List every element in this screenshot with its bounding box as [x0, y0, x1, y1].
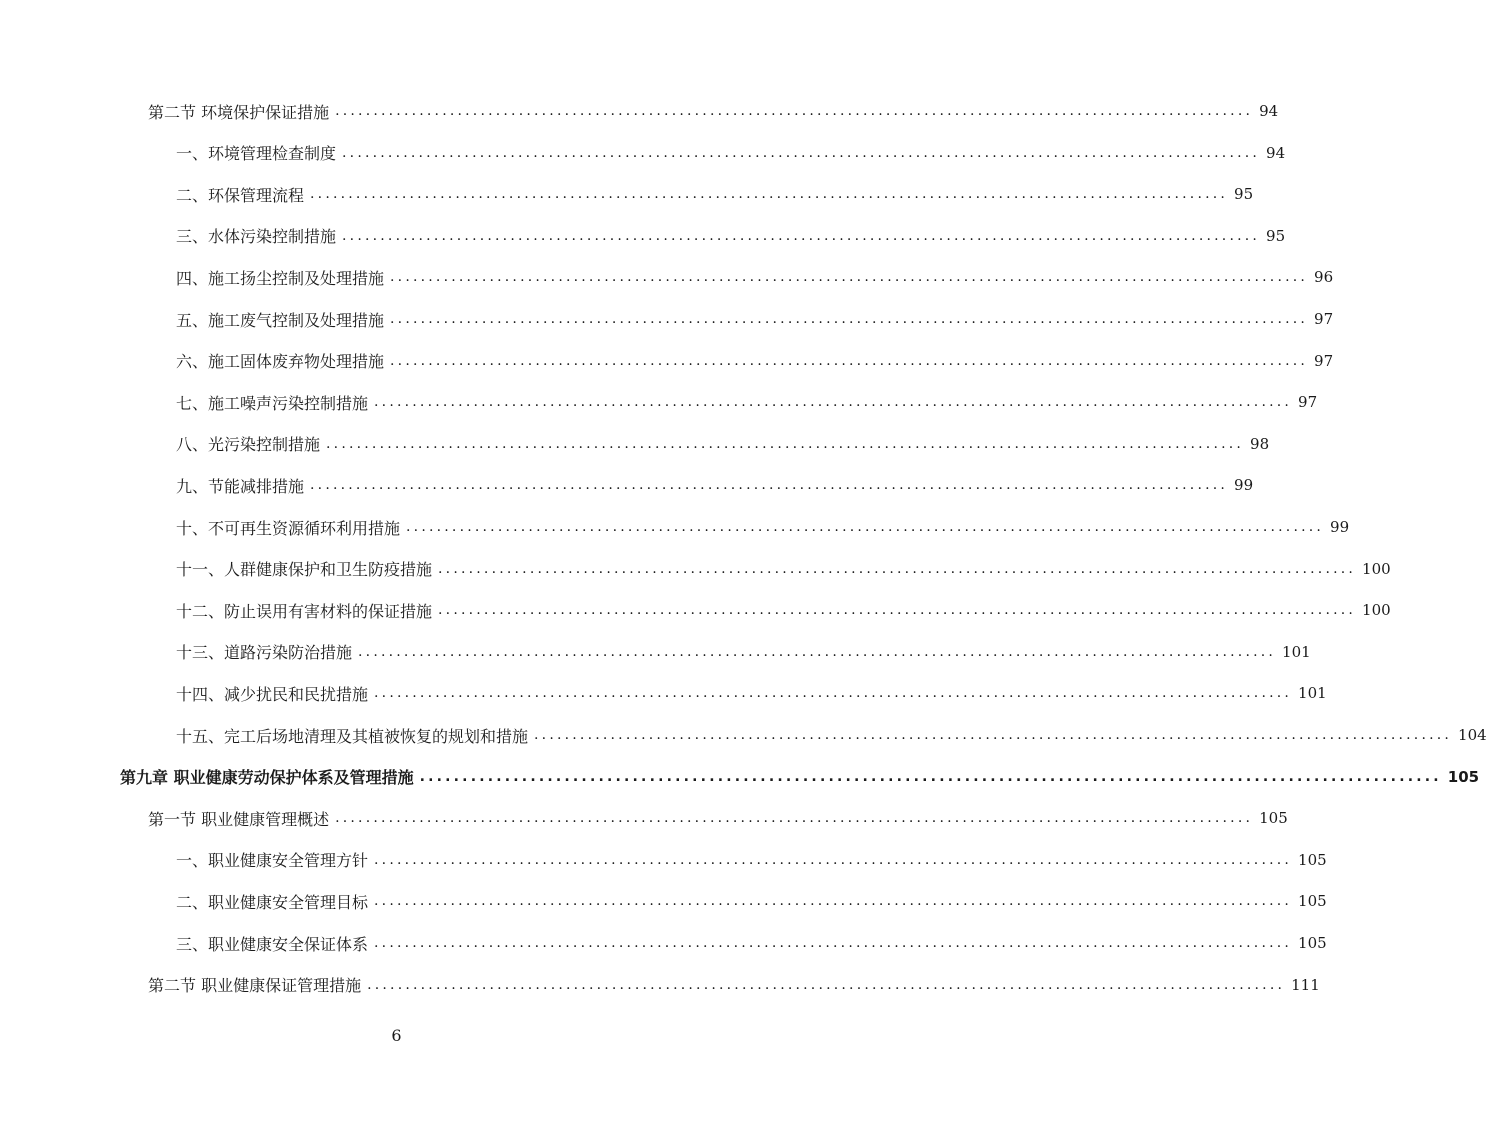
toc-entry[interactable] [148, 970, 1320, 1000]
toc-entry-title: 八、光污染控制措施 [176, 435, 321, 455]
toc-entry-page: 94 [1259, 102, 1279, 120]
toc-entry[interactable] [176, 470, 1254, 500]
toc-leader-dots: ........................................................................................................................ [438, 560, 1357, 577]
toc-entry-title: 第二节 职业健康保证管理措施 [148, 976, 362, 996]
toc-leader-dots: ........................................................................................................................ [374, 893, 1293, 910]
toc-entry-title: 五、施工废气控制及处理措施 [176, 310, 385, 330]
toc-entry[interactable] [176, 179, 1254, 209]
toc-entry-title: 十二、防止误用有害材料的保证措施 [176, 601, 433, 621]
toc-entry[interactable] [176, 429, 1270, 459]
toc-entry-title: 七、施工噪声污染控制措施 [176, 393, 369, 413]
toc-leader-dots: ........................................................................................................................ [374, 394, 1293, 411]
toc-entry-page: 95 [1234, 185, 1254, 204]
toc-leader-dots: ........................................................................................................................ [374, 935, 1293, 951]
toc-entry-title: 一、环境管理检查制度 [176, 144, 337, 164]
toc-leader-dots: ........................................................................................................................ [438, 602, 1357, 619]
toc-entry-page: 97 [1314, 310, 1334, 328]
toc-entry-title: 一、职业健康安全管理方针 [176, 851, 369, 871]
toc-entry-title: 四、施工扬尘控制及处理措施 [176, 268, 385, 288]
toc-entry[interactable] [176, 886, 1327, 916]
toc-leader-dots: ........................................................................................................................ [390, 311, 1309, 327]
toc-leader-dots: ........................................................................................................................ [534, 727, 1453, 743]
toc-leader-dots: ........................................................................................................................ [367, 976, 1286, 993]
toc-entry-title: 十、不可再生资源循环利用措施 [176, 518, 401, 538]
toc-entry-title: 第九章 职业健康劳动保护体系及管理措施 [120, 768, 414, 788]
toc-entry-page: 105 [1298, 892, 1327, 911]
toc-entry[interactable] [176, 554, 1391, 584]
toc-leader-dots: ........................................................................................................................ [390, 352, 1309, 369]
toc-entry-page: 105 [1298, 850, 1327, 869]
toc-entry[interactable] [176, 678, 1327, 708]
toc-leader-dots: ........................................................................................................................ [419, 768, 1442, 785]
toc-leader-dots: ........................................................................................................................ [335, 810, 1254, 827]
toc-entry[interactable] [120, 762, 1480, 792]
toc-entry-page: 101 [1298, 684, 1327, 703]
toc-entry-page: 111 [1291, 975, 1320, 994]
toc-entry-page: 100 [1362, 601, 1391, 620]
toc-entry[interactable] [176, 387, 1318, 417]
toc-leader-dots: ........................................................................................................................ [358, 643, 1277, 660]
toc-entry-title: 三、水体污染控制措施 [176, 227, 337, 247]
toc-entry-page: 95 [1266, 226, 1286, 245]
toc-entry[interactable] [176, 262, 1334, 292]
toc-entry-page: 94 [1266, 143, 1286, 162]
toc-entry[interactable] [176, 720, 1487, 750]
toc-leader-dots: ........................................................................................................................ [310, 477, 1229, 494]
toc-entry-title: 第一节 职业健康管理概述 [148, 809, 330, 829]
toc-entry[interactable] [176, 138, 1286, 168]
toc-entry-page: 98 [1250, 434, 1270, 453]
toc-entry-page: 97 [1314, 351, 1334, 370]
toc-entry-title: 二、环保管理流程 [176, 185, 305, 205]
toc-entry[interactable] [176, 221, 1286, 251]
toc-entry-page: 104 [1458, 726, 1487, 744]
toc-leader-dots: ........................................................................................................................ [326, 435, 1245, 452]
toc-entry[interactable] [176, 512, 1350, 542]
toc-entry-page: 101 [1282, 642, 1311, 661]
toc-entry[interactable] [176, 928, 1327, 958]
toc-leader-dots: ........................................................................................................................ [310, 186, 1229, 203]
toc-entry-title: 十一、人群健康保护和卫生防疫措施 [176, 560, 433, 580]
toc-entry-page: 105 [1298, 934, 1327, 952]
toc-entry-title: 第二节 环境保护保证措施 [148, 102, 330, 122]
toc-entry-title: 十三、道路污染防治措施 [176, 643, 353, 663]
toc-entry-page: 105 [1259, 809, 1288, 828]
toc-leader-dots: ........................................................................................................................ [335, 103, 1254, 119]
toc-entry[interactable] [176, 595, 1391, 625]
toc-entry-page: 100 [1362, 559, 1391, 578]
toc-leader-dots: ........................................................................................................................ [374, 685, 1293, 702]
toc-entry[interactable] [176, 845, 1327, 875]
toc-entry[interactable] [176, 637, 1311, 667]
toc-entry-page: 96 [1314, 268, 1334, 287]
toc-entry-page: 97 [1298, 393, 1318, 412]
toc-entry-title: 十五、完工后场地清理及其植被恢复的规划和措施 [176, 726, 529, 746]
toc-entry[interactable] [148, 96, 1279, 126]
toc-leader-dots: ........................................................................................................................ [406, 519, 1325, 535]
toc-leader-dots: ........................................................................................................................ [390, 269, 1309, 286]
page-number: 6 [391, 1026, 402, 1045]
toc-entry-page: 99 [1330, 518, 1350, 536]
toc-entry[interactable] [176, 304, 1334, 334]
toc-entry-title: 十四、减少扰民和民扰措施 [176, 684, 369, 704]
toc-entry-title: 九、节能减排措施 [176, 476, 305, 496]
toc-entry-title: 三、职业健康安全保证体系 [176, 934, 369, 954]
toc-entry[interactable] [176, 346, 1334, 376]
toc-entry-title: 二、职业健康安全管理目标 [176, 892, 369, 912]
toc-entry-page: 99 [1234, 476, 1254, 495]
toc-leader-dots: ........................................................................................................................ [342, 227, 1261, 244]
toc-entry-page: 105 [1447, 767, 1480, 786]
toc-entry[interactable] [148, 803, 1288, 833]
toc-leader-dots: ........................................................................................................................ [342, 144, 1261, 161]
toc-leader-dots: ........................................................................................................................ [374, 851, 1293, 868]
toc-entry-title: 六、施工固体废弃物处理措施 [176, 352, 385, 372]
